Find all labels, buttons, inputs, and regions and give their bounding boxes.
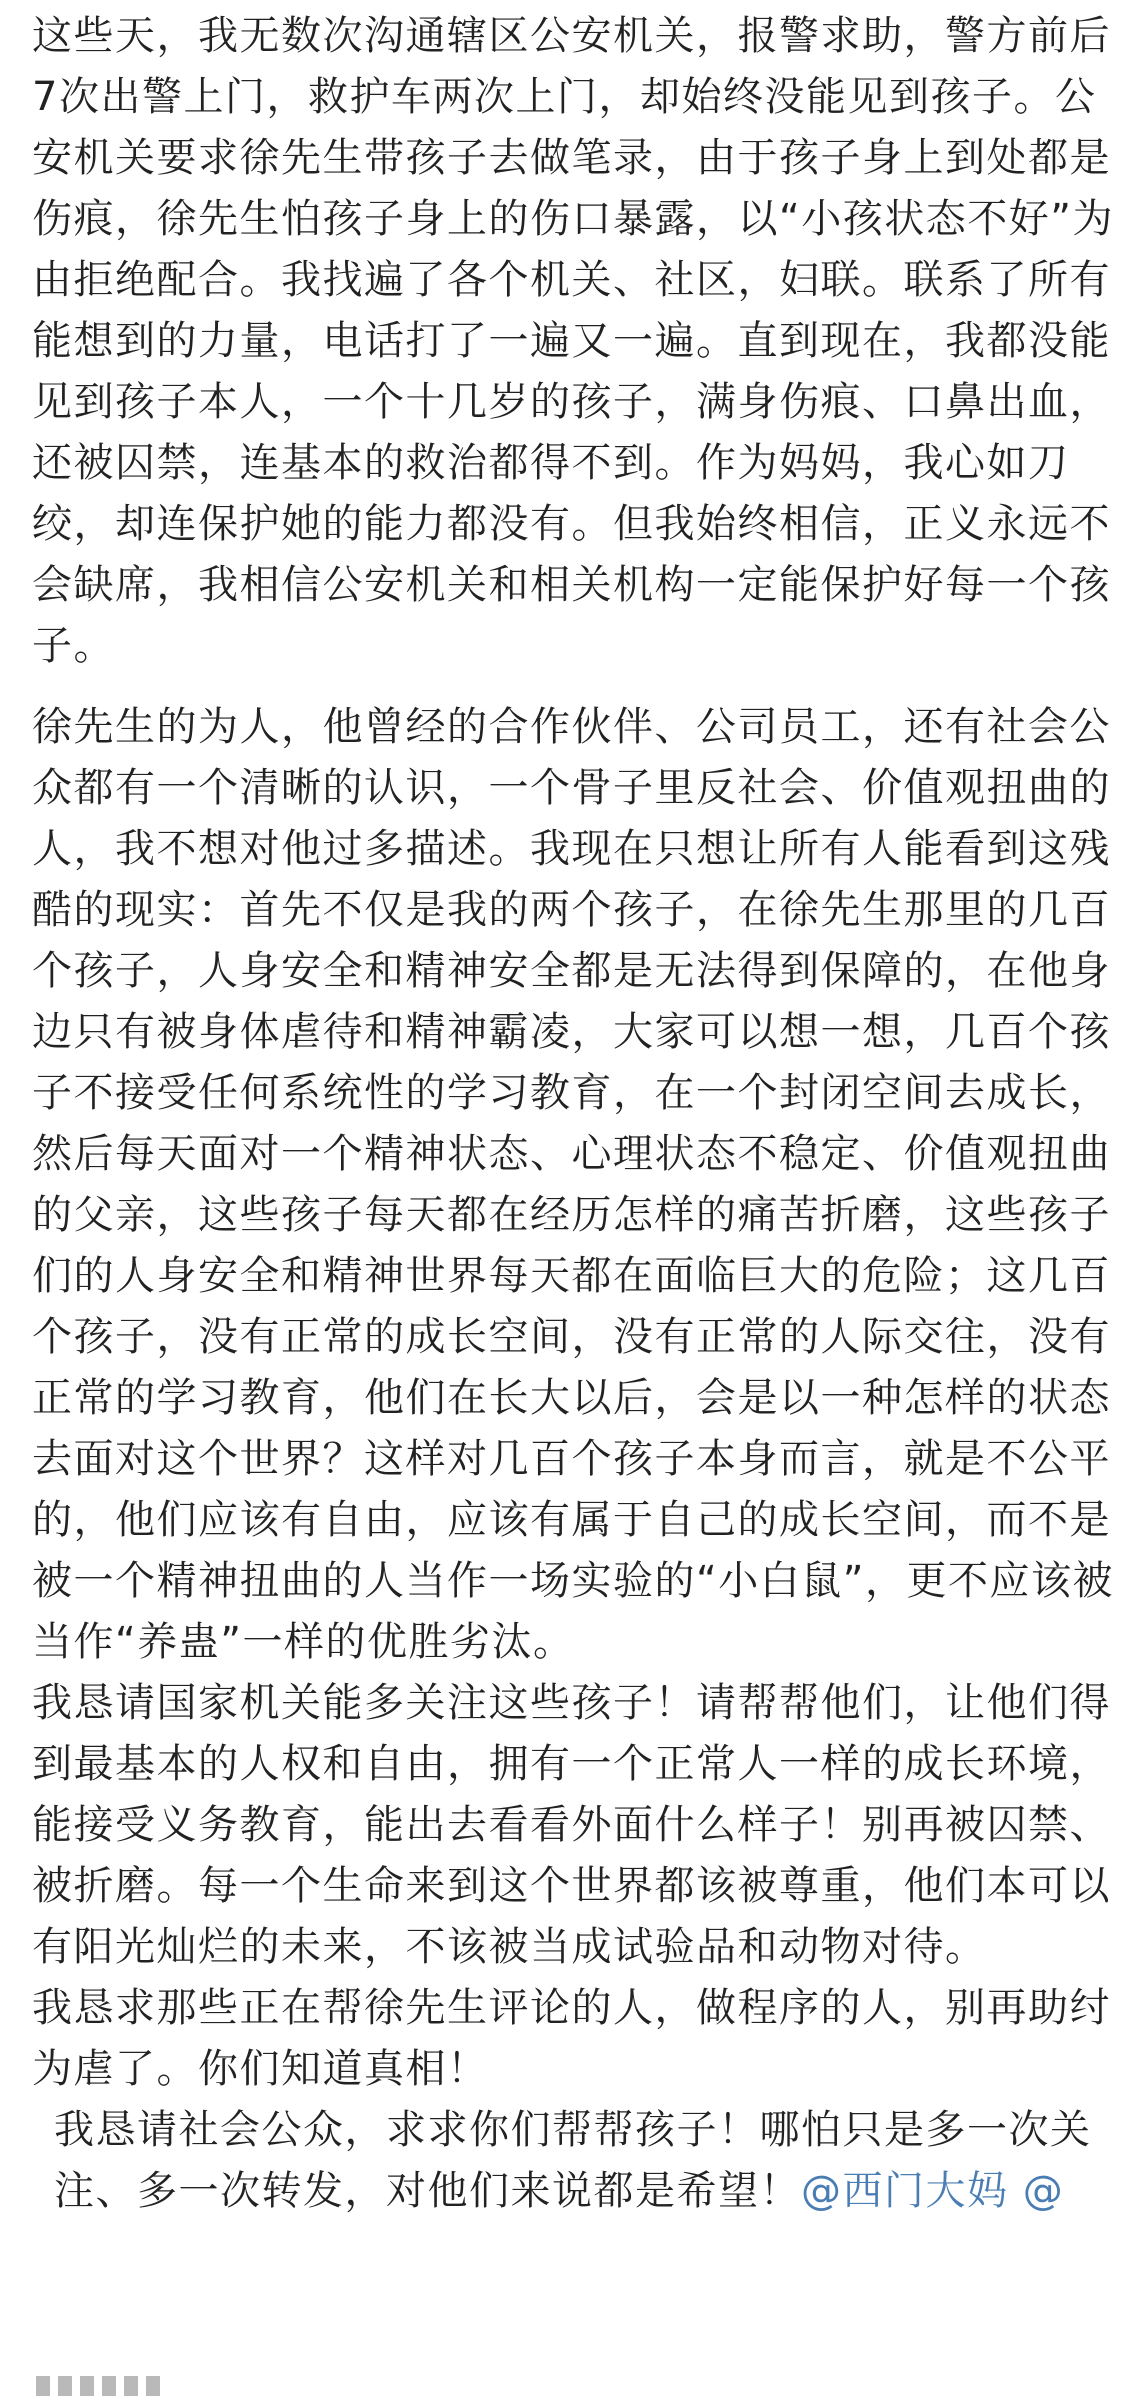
cropped-glyph <box>102 2376 116 2396</box>
post-paragraph-2: 徐先生的为人，他曾经的合作伙伴、公司员工，还有社会公众都有一个清晰的认识，一个骨子里反社会、价值观扭曲的人，我不想对他过多描述。我现在只想让所有人能看到这残酷的现实：首先不仅是我的两个孩子，在徐先生那里的几百个孩子，人身安全和精神安全都是无法得到保障的，在他身边只有被身体虐待和精神霸凌，大家可以想一想，几百个孩子不接受任何系统性的学习教育，在一个封闭空间去成长，然后每天面对一个精神状态、心理状态不稳定、价值观扭曲的父亲，这些孩子每天都在经历怎样的痛苦折磨，这些孩子们的人身安全和精神世界每天都在面临巨大的危险；这几百个孩子，没有正常的成长空间，没有正常的人际交往，没有正常的学习教育，他们在长大以后，会是以一种怎样的状态去面对这个世界？这样对几百个孩子本身而言，就是不公平的，他们应该有自由，应该有属于自己的成长空间，而不是被一个精神扭曲的人当作一场实验的“小白鼠”，更不应该被当作“养蛊”一样的优胜劣汰。 <box>32 704 1114 1665</box>
post-paragraph-5-text: 我恳请社会公众，求求你们帮帮孩子！哪怕只是多一次关注、多一次转发，对他们来说都是希望！ <box>54 2107 1092 2214</box>
cropped-glyph <box>124 2376 138 2396</box>
post-paragraph-1: 这些天，我无数次沟通辖区公安机关，报警求助，警方前后7次出警上门，救护车两次上门，却始终没能见到孩子。公安机关要求徐先生带孩子去做笔录，由于孩子身上到处都是伤痕，徐先生怕孩子身上的伤口暴露，以“小孩状态不好”为由拒绝配合。我找遍了各个机关、社区，妇联。联系了所有能想到的力量，电话打了一遍又一遍。直到现在，我都没能见到孩子本人，一个十几岁的孩子，满身伤痕、口鼻出血，还被囚禁，连基本的救治都得不到。作为妈妈，我心如刀绞，却连保护她的能力都没有。但我始终相信，正义永远不会缺席，我相信公安机关和相关机构一定能保护好每一个孩子。 <box>32 13 1114 669</box>
cropped-glyph <box>36 2376 50 2396</box>
cropped-bottom-strip <box>36 2368 196 2396</box>
cropped-glyph <box>58 2376 72 2396</box>
cropped-glyph <box>80 2376 94 2396</box>
user-mention-link[interactable]: @西门大妈 @ <box>801 2168 1065 2214</box>
post-paragraph-3: 我恳请国家机关能多关注这些孩子！请帮帮他们，让他们得到最基本的人权和自由，拥有一个正常人一样的成长环境，能接受义务教育，能出去看看外面什么样子！别再被囚禁、被折磨。每一个生命来到这个世界都该被尊重，他们本可以有阳光灿烂的未来，不该被当成试验品和动物对待。 <box>32 1680 1111 1970</box>
cropped-glyph <box>146 2376 160 2396</box>
post-body <box>32 0 1122 2222</box>
post-paragraph-4: 我恳求那些正在帮徐先生评论的人，做程序的人，别再助纣为虐了。你们知道真相！ <box>32 1985 1111 2092</box>
post-paragraph-5 <box>32 2100 1122 2222</box>
